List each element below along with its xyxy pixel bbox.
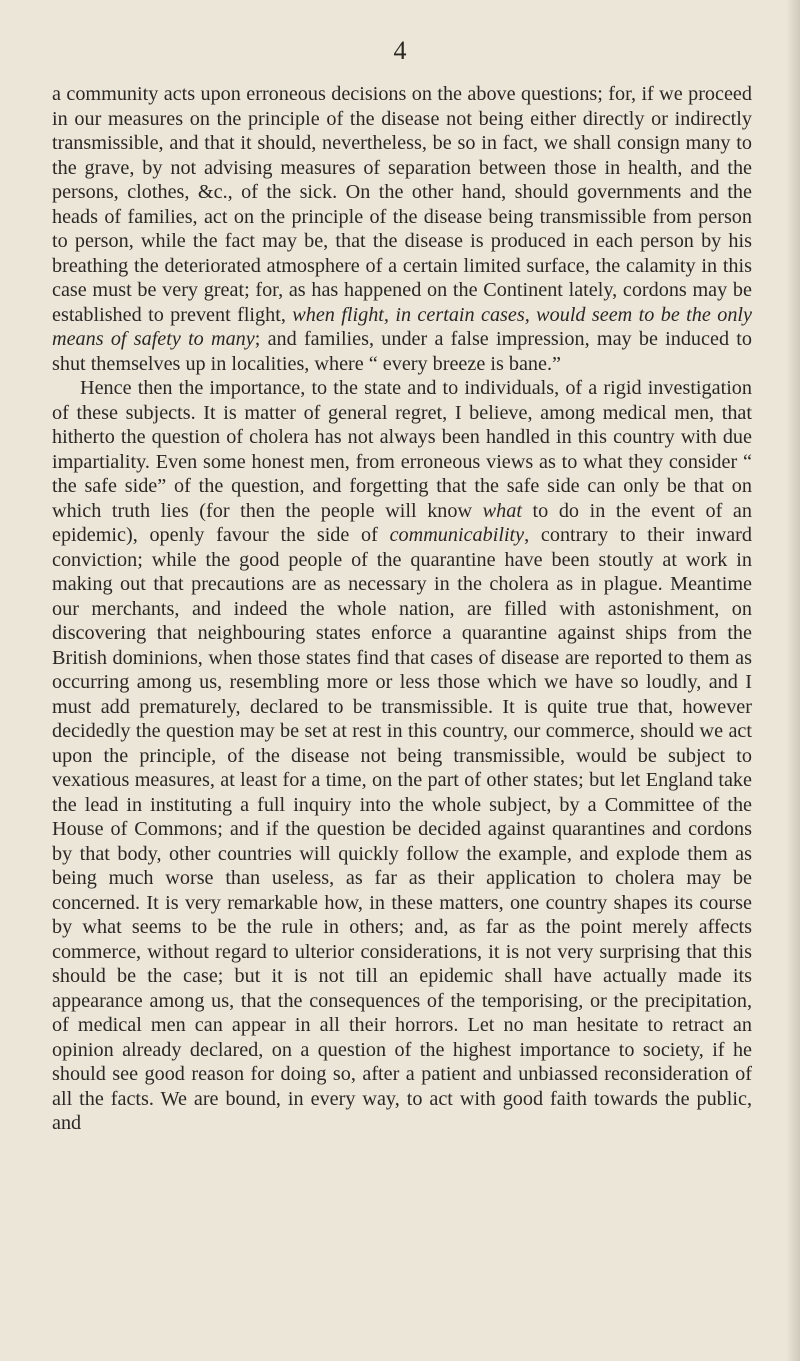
text-run: a community acts upon erroneous decisions on the above questions; for, if we proceed in our measures on the principle of the disease not being either directly or indirectly transmissible, and that it should, nevertheless, be so in fact, we shall consign many to the grave, by not advising measures of separation between those in health, and the persons, clothes, &c., of the sick. On the other hand, should governments and the heads of families, act on the principle of the disease being transmissible from person to person, while the fact may be, that the disease is produced in each person by his breathing the deteriorated atmosphere of a certain limited surface, the calamity in this case must be very great; for, as has happened on the Continent lately, cordons may be established to prevent flight, (52, 83, 752, 326)
text-run: to do in the event of an epidemic), openly favour the side of (52, 499, 752, 546)
paragraph (52, 82, 752, 376)
text-run: , contrary to their inward conviction; while the good people of the quarantine have been stoutly at work in making out that precautions are as necessary in the cholera as in plague. Meantime our merchants, and indeed the whole nation, are filled with astonishment, on discovering that neighbouring states enforce a quarantine against ships from the British dominions, when those states find that cases of disease are reported to them as occurring among us, resembling more or less those which we have so loudly, and I must add prematurely, declared to be transmissible. It is quite true that, however decidedly the question may be set at rest in this country, our commerce, should we act upon the principle, of the disease not being transmissible, would be subject to vexatious measures, at least for a time, on the part of other states; but let England take the lead in instituting a full inquiry into the whole subject, by a Committee of the House of Commons; and if the question be decided against quarantines and cordons by that body, other countries will quickly follow the example, and explode them as being much worse than useless, as far as their application to cholera may be concerned. It is very remarkable how, in these matters, one country shapes its course by what seems to be the rule in others; and, as far as the point merely affects commerce, without regard to ulterior considerations, it is not very surprising that this should be the case; but it is not till an epidemic shall have actually made its appearance among us, that the consequences of the temporising, or the precipitation, of medical men can appear in all their horrors. Let no man hesitate to retract an opinion already declared, on a question of the highest importance to society, if he should see good reason for doing so, after a patient and unbiassed reconsideration of all the facts. We are bound, in every way, to act with good faith towards the public, and (52, 524, 752, 1134)
italic-text: what (482, 499, 522, 522)
paragraph (52, 376, 752, 1136)
page-edge-shadow (786, 0, 800, 1361)
text-run: Hence then the importance, to the state and to individuals, of a rigid investigation of these subjects. It is matter of general regret, I believe, among medical men, that hitherto the question of cholera has not always been handled in this country with due impartiality. Even some honest men, from erroneous views as to what they consider “ the safe side” of the question, and forgetting that the safe side can only be that on which truth lies (for then the people will know (52, 377, 752, 522)
italic-text: when flight, in certain cases, would seem to be the only means of safety to many (52, 303, 752, 350)
italic-text: communicability (389, 524, 525, 546)
page-number: 4 (393, 36, 407, 65)
text-run: ; and families, under a false impression, may be induced to shut themselves up in localities, where “ every breeze is bane.” (52, 328, 752, 375)
body-text (52, 82, 752, 1136)
